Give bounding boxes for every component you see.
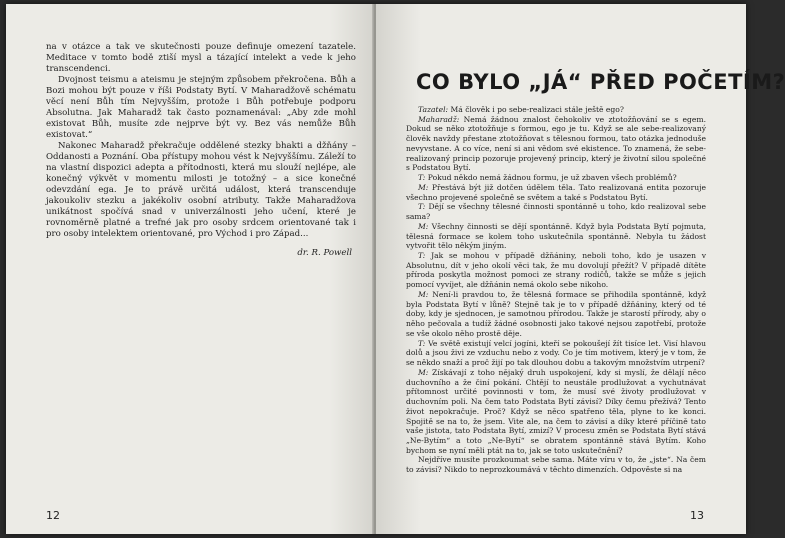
paragraph: Dvojnost teismu a ateismu je stejným způsobem překročena. Bůh a Bozi mohou být pouze v říši Podstaty Bytí. V Maharadžově schématu věcí není Bůh tím Nejvyšším, protože i Bůh potřebuje podporu Absolutna. Jak Maharadž tak často poznamenával: „Aby zde mohl existovat Bůh, musíte zde nejprve být vy. Bez vás nemůže Bůh existovat.“: [46, 75, 356, 140]
left-page-text: [46, 42, 356, 259]
dialogue-text-span: Nemá žádnou znalost čehokoliv ve ztotožňování se s egem. Dokud se něko ztotožňuje s formou, ego je tu. Když se ale sebe-realizovaný člověk navždy přestane ztotožňovat s tělesnou formou, tato otázka jednoduše nevyvstane. A co více, není si ani vědom své ekistence. To znamená, že sebe-realizovaný princip pozoruje projevený princip, který je životní silou společné s Podstatou Bytí.: [406, 114, 706, 173]
dialogue-line: [406, 455, 706, 474]
dialogue-text-span: Získávají z toho nějaký druh uspokojení, kdy si myslí, že dělají něco duchovního a že činí pokání. Chtějí to neustále prodlužovat a vychutnávat přítomnost určité povinnosti v tom, že musí své životy prodlužovat v duchovním poli. Na čem tato Podstata Bytí závisí? Díky čemu přežívá? Tento život nepokračuje. Proč? Když se něco spatřeno těla, plyne to ke konci. Spojitě se na to, že jsem. Vite ale, na čem to závisí a díky které příčině tato vaše jistota, tato Podstata Bytí, zmizí? V procesu změn se Podstata Bytí stává „Ne-Bytím“ a toto „Ne-Bytí“ se obratem spontánně stává Bytím. Koho bychom se nyní měli ptát na to, jak se toto uskutečnění?: [406, 367, 706, 455]
speaker-label: Tazatel:: [418, 105, 449, 114]
left-page: [6, 4, 374, 534]
dialogue-line: [406, 222, 706, 251]
dialogue-text-span: Přestává být již dotčen údělem těla. Tato realizovaná entita pozoruje všechno projevené společně se světem a také s Podstatou Bytí.: [406, 182, 706, 202]
dialogue-line: [406, 202, 706, 221]
dialogue-text-span: Ve světě existují velcí jogíni, kteří se pokoušejí žít tisíce let. Visí hlavou dolů a jsou živi ze vzduchu nebo z vody. Co je tím motivem, který je v tom, že se někdo snaží a proč žijí po tak dlouhou dobu a takovým množstvím utrpení?: [406, 338, 706, 368]
speaker-label: Maharadž:: [418, 114, 460, 124]
dialogue-text-span: Nejdříve musíte prozkoumat sebe sama. Máte víru v to, že „jste“. Na čem to závisí? Nikdo to neprozkoumává v těchto dimenzích. Odpověste si na: [406, 455, 706, 475]
right-page: [376, 4, 785, 534]
chapter-title: CO BYLO „JÁ“ PŘED POČETÍM?: [416, 70, 785, 94]
dialogue-text: [406, 105, 706, 475]
dialogue-text-span: Všechny činnosti se dějí spontánně. Když byla Podstata Bytí pojmuta, tělesná formace se kolem toho uskutečnila spontánně. Nebyla tu žádost vytvořit tělo někým jiným.: [406, 221, 706, 251]
dialogue-line: [406, 368, 706, 456]
dialogue-text-span: Má člověk i po sebe-realizaci stále ještě ego?: [450, 105, 624, 114]
paragraph: na v otázce a tak ve skutečnosti pouze definuje omezení tazatele. Meditace v tomto bodě ztiší mysl a tázající intelekt a vede k jeho transcendenci.: [46, 42, 356, 74]
signature: dr. R. Powell: [297, 248, 352, 258]
dialogue-line: [406, 290, 706, 339]
speaker-label: M:: [418, 367, 429, 377]
speaker-label: M:: [418, 221, 429, 231]
page-number: 12: [46, 509, 60, 522]
page-number: 13: [690, 509, 704, 522]
paragraph: Nakonec Maharadž překračuje oddělené stezky bhakti a džňány – Oddanosti a Poznání. Oba přístupy mohou vést k Nejvyššímu. Záleží to na vlastní dispozici adepta a přítodnosti, která mu slouží nejlépe, ale konečný výkvět v momentu milosti je totožný – a sice konečné odevzdání ega. Je to právě určitá událost, která transcenduje jakoukoliv stezku a jakékoliv osobní atributy. Takže Maharadžova unikátnost spočívá snad v univerzálnosti jeho učení, které je rovnoměrně platné a trefné jak pro osoby srdcem orientované tak i pro osoby intelektem orientované, pro Východ i pro Západ...: [46, 141, 356, 239]
dialogue-line: [406, 105, 706, 115]
dialogue-text-span: Pokud někdo nemá žádnou formu, je už zbaven všech problémů?: [427, 173, 677, 183]
dialogue-line: [406, 251, 706, 290]
speaker-label: T:: [418, 251, 426, 261]
dialogue-line: [406, 115, 706, 173]
dialogue-line: [406, 183, 706, 202]
dialogue-line: [406, 173, 706, 183]
speaker-label: T:: [418, 202, 426, 212]
book-spread: [6, 4, 785, 534]
dialogue-text-span: Jak se mohou v případě džňániny, neboli toho, kdo je usazen v Absolutnu, dít v jeho okolí věci tak, že mu dovolují přežít? V případě dítěte příroda poskytla možnost pomoci ze strany rodičů, takže se může s jejich pomocí vyvíjet, ale džňánin nemá okolo sebe nikoho.: [406, 251, 706, 290]
speaker-label: T:: [418, 338, 426, 348]
speaker-label: M:: [418, 182, 429, 192]
dialogue-line: [406, 339, 706, 368]
speaker-label: M:: [418, 289, 429, 299]
dialogue-text-span: Dějí se všechny tělesné činnosti spontánně u toho, kdo realizoval sebe sama?: [406, 202, 706, 222]
speaker-label: T:: [418, 173, 426, 183]
dialogue-text-span: Není-li pravdou to, že tělesná formace se přihodila spontánně, když byla Podstata Bytí v lůně? Stejně tak je to v případě džňániny, který od té doby, kdy je sjednocen, je samotnou přírodou. Takže je starostí přírody, aby o něho pečovala a tudíž žádné osobnosti jako takové nejsou zapotřebí, protože se vše okolo něho prostě děje.: [406, 289, 706, 338]
